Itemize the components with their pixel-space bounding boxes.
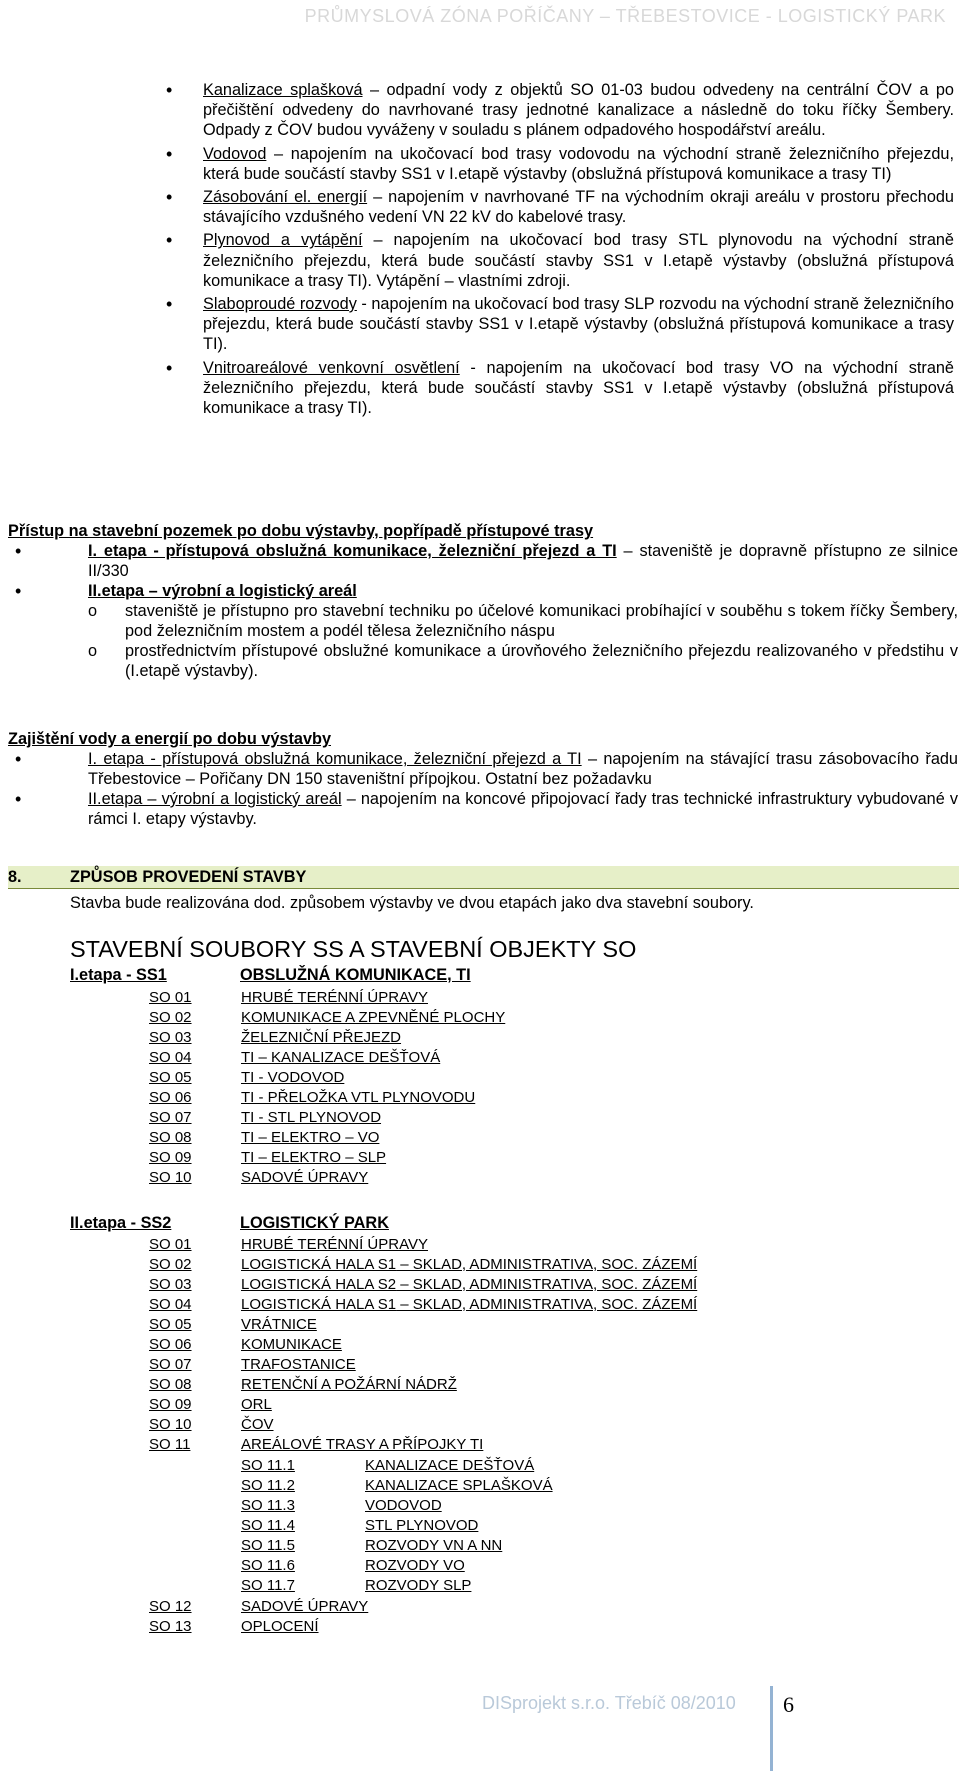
stage-code: II.etapa - SS2 (70, 1214, 172, 1232)
list-item: • I. etapa - přístupová obslužná komunikace, železniční přejezd a TI – napojením na stávající trasu zásobovacího řadu Třebestovice – Pořičany DN 150 staveništní přípojkou. Ostatní bez požadavku (88, 749, 958, 789)
section-heading: Zajištění vody a energií po dobu výstavby (8, 730, 331, 748)
building-sets-title: STAVEBNÍ SOUBORY SS A STAVEBNÍ OBJEKTY SO (70, 936, 637, 962)
access-section (8, 521, 958, 681)
list-item: • Kanalizace splašková – odpadní vody z objektů SO 01-03 budou odvedeny na centrální ČOV a po přečištění odvedeny do navrhované trasy jednotné kanalizace a následně do toku říčky Šembery. Odpady z ČOV budou vyváženy v souladu s plánem odpadového hospodářství areálu. (203, 80, 954, 141)
list-item: • II.etapa – výrobní a logistický areál – napojením na koncové připojovací řady tras technické infrastruktury vybudované v rámci I. etapy výstavby. (88, 789, 958, 829)
construction-method-text: Stavba bude realizována dod. způsobem výstavby ve dvou etapách jako dva stavební soubory. (70, 894, 754, 912)
list-item: • Vodovod – napojením na ukočovací bod trasy vodovodu na východní straně železničního přejezdu, která bude součástí stavby SS1 v I.etapě výstavby (obslužná přístupová komunikace a trasy TI) (203, 144, 954, 184)
list-item: • Zásobování el. energií – napojením v navrhované TF na východním okraji areálu v prostoru přechodu stávajícího vzdušného vedení VN 22 kV do kabelové trasy. (203, 187, 954, 227)
stage-name: OBSLUŽNÁ KOMUNIKACE, TI (240, 966, 471, 984)
footer-divider (770, 1686, 773, 1771)
list-item: • Slaboproudé rozvody - napojením na ukočovací bod trasy SLP rozvodu na východní straně železničního přejezdu, která bude součástí stavby SS1 v I.etapě výstavby (obslužná přístupová komunikace a trasy TI). (203, 294, 954, 355)
footer-company: DISprojekt s.r.o. Třebíč 08/2010 (482, 1693, 736, 1713)
page-number: 6 (783, 1692, 794, 1717)
section-number: 8. (8, 868, 22, 886)
section-8-heading (8, 866, 959, 889)
stage-code: I.etapa - SS1 (70, 966, 167, 984)
section-heading: Přístup na stavební pozemek po dobu výstavby, popřípadě přístupové trasy (8, 522, 594, 540)
list-item: • Vnitroareálové venkovní osvětlení - napojením na ukočovací bod trasy VO na východní straně železničního přejezdu, která bude součástí stavby SS1 v I.etapě výstavby (obslužná přístupová komunikace a trasy TI). (203, 358, 954, 419)
utility-connections-list (0, 80, 960, 418)
sub-list-item: o staveniště je přístupno pro stavební techniku po účelové komunikaci probíhající v souběhu s tokem říčky Šembery, pod železničním mostem a podél tělesa železničního náspu (125, 601, 958, 641)
sub-list-item: o prostřednictvím přístupové obslužné komunikace a úrovňového železničního přejezdu realizovaného v předstihu v (I.etapě výstavby). (125, 641, 958, 681)
list-item: • I. etapa - přístupová obslužná komunikace, železniční přejezd a TI – staveniště je dopravně přístupno ze silnice II/330 (88, 541, 958, 581)
water-energy-section (8, 729, 958, 829)
running-header: PRŮMYSLOVÁ ZÓNA POŘÍČANY – TŘEBESTOVICE - LOGISTICKÝ PARK (304, 6, 946, 26)
section-title: ZPŮSOB PROVEDENÍ STAVBY (70, 868, 307, 886)
list-item: • Plynovod a vytápění – napojením na ukočovací bod trasy STL plynovodu na východní straně železničního přejezdu, která bude součástí stavby SS1 v I.etapě výstavby (obslužná přístupová komunikace a trasy TI). Vytápění – vlastními zdroji. (203, 230, 954, 291)
list-item: • II.etapa – výrobní a logistický areál (88, 581, 958, 601)
stage-name: LOGISTICKÝ PARK (240, 1214, 389, 1232)
